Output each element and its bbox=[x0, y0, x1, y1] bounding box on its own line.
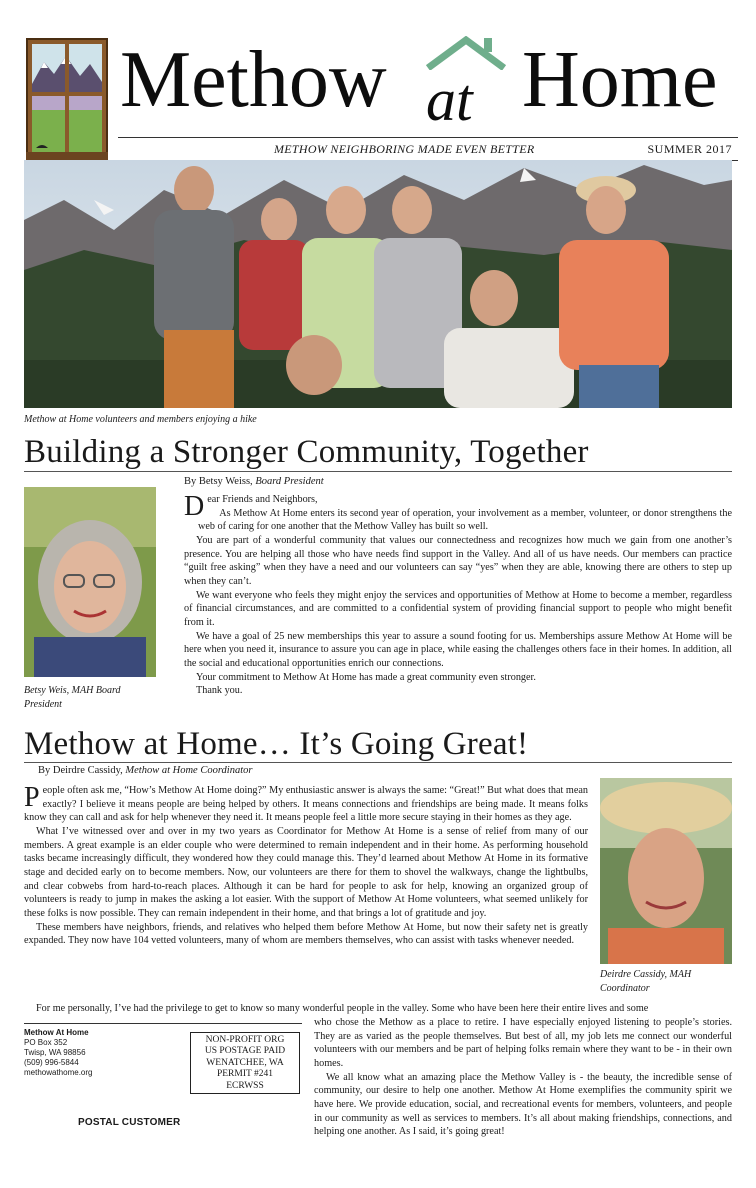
article2-byline-author: By Deirdre Cassidy, bbox=[38, 765, 126, 776]
article2-column bbox=[314, 1016, 732, 1139]
article2-byline bbox=[38, 765, 252, 776]
permit-line: PERMIT #241 bbox=[216, 1069, 274, 1080]
permit-line: US POSTAGE PAID bbox=[204, 1046, 286, 1057]
return-line: PO Box 352 bbox=[24, 1038, 68, 1047]
article2-paragraph: What I’ve witnessed over and over in my two years as Coordinator for Methow At Home is a sense of relief from many of our members. A great example is an elder couple who were determined to remain independent and in their home. As performing household tasks became increasingly difficult, they wondered how they could manage this. They’d learned about Methow At Home in its formative stage and decided early on to become members. Now, our volunteers are there for them to shovel the walkways, change the lightbulbs, and clear cobwebs from hard-to-reach places. Although it can be hard for people to ask for help, knowing an organized group of volunteers is ready to jump in makes the asking a lot easier. With the support of Methow At Home volunteers, what seemed unlikely for these folks is now possible. They can remain independent in their home, and that brings a lot of gratitude and joy. bbox=[24, 826, 588, 920]
article1-rule bbox=[24, 471, 732, 472]
article1-paragraph: You are part of a wonderful community that values our connectedness and recognizes how much we gain from one another’s presence. You are helping all those who have needs find support in the Valley. And all of us have needs. Our members can practice “guilt free asking” when they have a need and our volunteers can say “yes” when they are able, knowing there are others to step up when they can’t. bbox=[184, 535, 732, 588]
masthead-title-home: Home bbox=[522, 36, 718, 124]
permit-line: WENATCHEE, WA bbox=[206, 1057, 284, 1068]
hero-photo bbox=[24, 160, 732, 408]
article2-dropcap: P bbox=[24, 782, 40, 813]
article1-title: Building a Stronger Community, Together bbox=[24, 434, 589, 470]
article2-body bbox=[24, 784, 588, 948]
tagline-bar bbox=[118, 137, 738, 161]
return-line: (509) 996-5844 bbox=[24, 1058, 79, 1067]
postal-customer: POSTAL CUSTOMER bbox=[78, 1117, 181, 1128]
masthead-title-methow: Methow bbox=[120, 36, 387, 124]
article1-paragraph: We have a goal of 25 new memberships this year to assure a sound footing for us. Memberships assure Methow At Home will be here when you need it, insurance to assure you can age in place, while easing the challenges others face in their homes. In addition, all the social and educational opportunities enrich our connections. bbox=[184, 630, 732, 670]
article1-byline-role: Board President bbox=[255, 476, 324, 487]
betsy-caption: Betsy Weis, MAH Board President bbox=[24, 685, 121, 710]
article2-first-text: eople often ask me, “How’s Methow At Home doing?” My enthusiastic answer is always the same: “Great!” But what does that mean exactly? I believe it means people are being helped by others. It means connections and friendships are being made. It means folks know they can call and ask for help whenever they need it. It means people feel a little more secure staying in their homes as they age. bbox=[24, 785, 588, 824]
article1-salutation-text: ear Friends and Neighbors, bbox=[207, 494, 318, 505]
article2-column-paragraph: We all know what an amazing place the Methow Valley is - the beauty, the incredible sense of community, our desire to help one another. Methow At Home exemplifies the community spirit we have here. We provide education, social, and recreational events for members, volunteers, and people in our community as well as services to members. It’s all about making friendships, connections, and helping one another. As I said, it’s going great! bbox=[314, 1071, 732, 1138]
article1-byline-author: By Betsy Weiss, bbox=[184, 476, 256, 487]
article2-title: Methow at Home… It’s Going Great! bbox=[24, 726, 529, 762]
roof-icon bbox=[424, 36, 508, 70]
article1-paragraph: We want everyone who feels they might enjoy the services and opportunities of Methow at Home to become a member, regardless of financial circumstances, and are committed to a confidential system of providing financial support to people who might benefit from it. bbox=[184, 589, 732, 629]
betsy-portrait bbox=[24, 487, 156, 677]
article2-first-paragraph bbox=[24, 784, 588, 825]
article2-paragraph: These members have neighbors, friends, and relatives who helped them before Methow At Home, but now their safety net is greatly expanded. They now have 104 vetted volunteers, many of whom are members themselves, who can assist with tasks whenever needed. bbox=[24, 921, 588, 947]
return-address bbox=[24, 1028, 92, 1078]
article2-byline-role: Methow at Home Coordinator bbox=[125, 765, 253, 776]
window-logo bbox=[26, 38, 108, 160]
hero-caption: Methow at Home volunteers and members enjoying a hike bbox=[24, 414, 257, 425]
deirdre-caption: Deirdre Cassidy, MAH Coordinator bbox=[600, 969, 692, 994]
postage-permit-box bbox=[190, 1032, 300, 1094]
issue-date: SUMMER 2017 bbox=[647, 142, 732, 156]
masthead-title-at: at bbox=[426, 67, 473, 133]
mailing-rule bbox=[24, 1023, 302, 1024]
permit-line: ECRWSS bbox=[226, 1080, 264, 1091]
article2-column-paragraph: who chose the Methow as a place to retire. I have especially enjoyed listening to people’s stories. They are as varied as the people themselves. But best of all, my job lets me connect our wonderful volunteers with our members and be part of helping folks remain where they want to be - in their own homes. bbox=[314, 1017, 732, 1070]
article1-dropcap: D bbox=[184, 491, 205, 522]
return-line: Twisp, WA 98856 bbox=[24, 1048, 86, 1057]
article2-rule bbox=[24, 762, 732, 763]
permit-line: NON-PROFIT ORG bbox=[205, 1035, 285, 1045]
deirdre-portrait bbox=[600, 778, 732, 964]
article2-wide-paragraph: For me personally, I’ve had the privilege to get to know so many wonderful people in the valley. Some who have been here their entire lives and some bbox=[36, 1003, 649, 1014]
tagline: METHOW NEIGHBORING MADE EVEN BETTER bbox=[274, 142, 535, 156]
return-org: Methow At Home bbox=[24, 1028, 89, 1037]
return-line: methowathome.org bbox=[24, 1068, 93, 1077]
masthead bbox=[118, 30, 738, 133]
article1-body bbox=[184, 493, 732, 698]
article1-paragraph: Thank you. bbox=[196, 685, 243, 697]
article1-paragraph: Your commitment to Methow At Home has made a great community even stronger. bbox=[196, 671, 536, 683]
article1-paragraph: As Methow At Home enters its second year of operation, your involvement as a member, volunteer, or donor strengthens the web of caring for one another that the Methow Valley has built so well. bbox=[198, 507, 732, 533]
article1-byline bbox=[184, 476, 324, 487]
